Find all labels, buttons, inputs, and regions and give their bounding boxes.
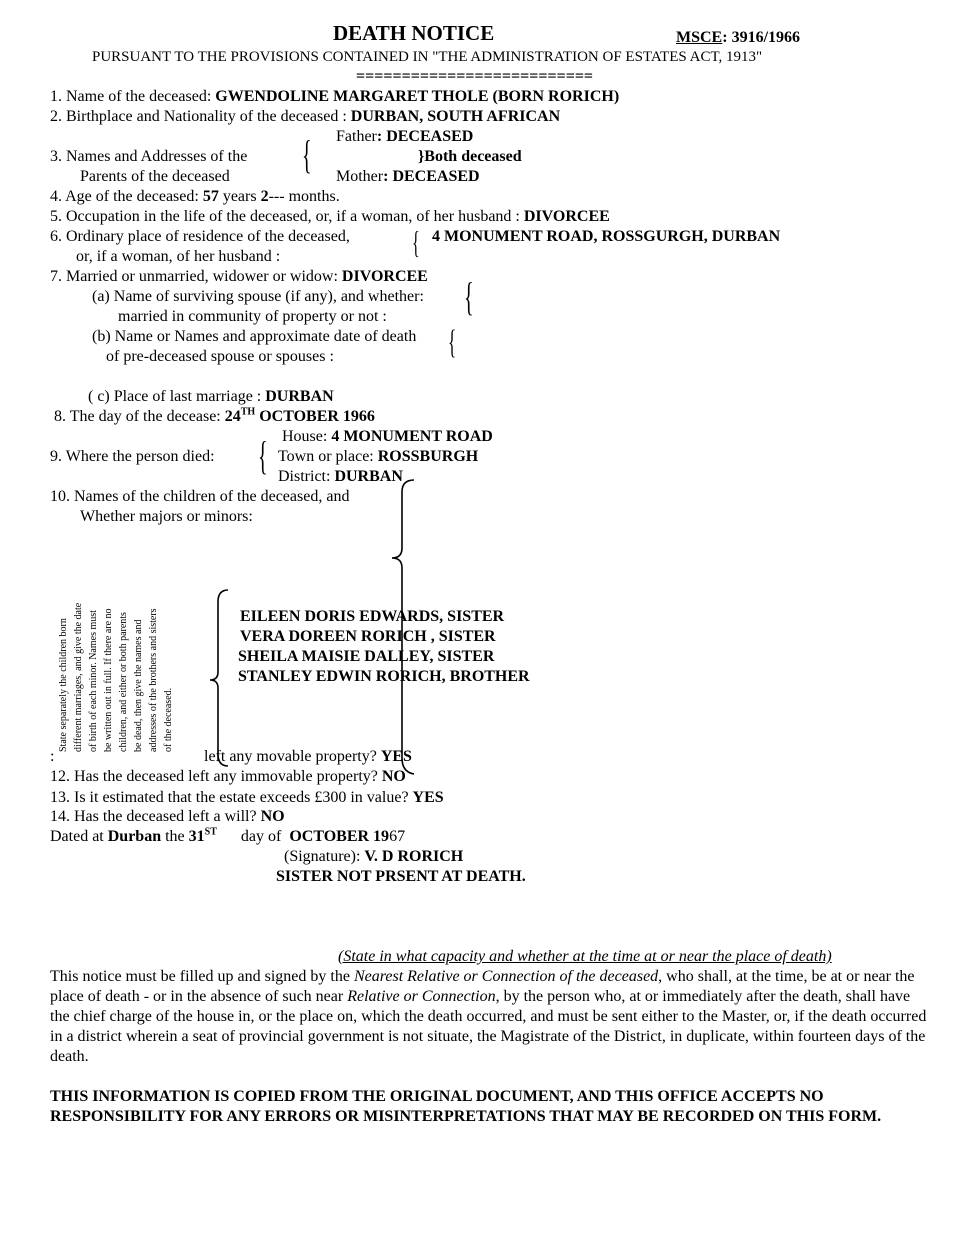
- item-6-label-a: 6. Ordinary place of residence of the deceased,: [50, 228, 350, 245]
- father-value: : DECEASED: [376, 128, 474, 145]
- item-5-row: [50, 207, 610, 227]
- item-14-label: 14. Has the deceased left a will?: [50, 808, 261, 825]
- note-line: be written out in full. If there are no: [103, 608, 114, 752]
- child-entry: SHEILA MAISIE DALLEY, SISTER: [238, 648, 495, 665]
- dated-the: the: [161, 828, 189, 845]
- note-line: State separately the children born: [58, 618, 69, 752]
- dated-dayof: day of: [216, 828, 286, 845]
- item-1-row: [50, 87, 619, 107]
- brace-icon: {: [448, 324, 457, 361]
- capacity-note: (State in what capacity and whether at the time at or near the place of death): [338, 948, 832, 965]
- item-3-father: [336, 127, 473, 147]
- header-rule: ==========================: [356, 68, 594, 85]
- child-entry: VERA DOREEN RORICH , SISTER: [240, 628, 496, 645]
- item-2-value: DURBAN, SOUTH AFRICAN: [350, 108, 561, 125]
- item-11-label: left any movable property?: [204, 748, 381, 765]
- disclaimer: THIS INFORMATION IS COPIED FROM THE ORIGINAL DOCUMENT, AND THIS OFFICE ACCEPTS NO RESPONSIBILITY FOR ANY ERRORS OR MISINTERPRETATIONS THAT MAY BE RECORDED ON THIS FORM.: [50, 1088, 882, 1125]
- item-12-label: 12. Has the deceased left any immovable property?: [50, 768, 382, 785]
- item-7c-value: DURBAN: [265, 388, 334, 405]
- item-3-label-a: 3. Names and Addresses of the: [50, 148, 248, 165]
- dated-row: [50, 827, 405, 847]
- paragraph-text: This notice must be filled up and signed by the: [50, 968, 354, 985]
- item-13-row: [50, 788, 444, 808]
- item-3-label-b: Parents of the deceased: [80, 168, 230, 185]
- child-entry: EILEEN DORIS EDWARDS, SISTER: [240, 608, 505, 625]
- town-value: ROSSBURGH: [377, 448, 479, 465]
- decease-day: 24: [224, 408, 241, 425]
- dated-year-tail: 67: [389, 828, 406, 845]
- item-11-value: YES: [380, 748, 412, 765]
- item-7c-label: ( c) Place of last marriage :: [88, 388, 266, 405]
- dated-day: 31: [188, 828, 205, 845]
- item-11-prefix: :: [50, 748, 55, 765]
- item-4-label: 4. Age of the deceased:: [50, 188, 203, 205]
- paragraph-text: , who shall, at the time, be at or near the place of death - or in the absence of such near: [50, 968, 915, 1005]
- paragraph-text: , by the person who, at or immediately after the death, shall have the chief charge of the house in, or the place on, which the death occurred, and must be sent either to the Master, or, if the death occurred in a district wherein a seat of provincial government is not situate, the Magistrate of the District, in duplicate, within fourteen days of the death.: [50, 988, 927, 1065]
- msce-label: MSCE: [676, 29, 723, 46]
- item-1-label: 1. Name of the deceased:: [50, 88, 216, 105]
- note-line: be dead, then give the names and: [133, 619, 144, 752]
- item-4-row: [50, 187, 340, 207]
- months-word: --- months.: [268, 188, 340, 205]
- age-years: 57: [202, 188, 219, 205]
- item-2-label: 2. Birthplace and Nationality of the deceased :: [50, 108, 351, 125]
- dated-day-suffix: ST: [204, 826, 217, 838]
- years-word: years: [218, 188, 261, 205]
- signatory-capacity: SISTER NOT PRSENT AT DEATH.: [276, 868, 526, 885]
- note-line: addresses of the brothers and sisters: [148, 608, 159, 752]
- item-6-value: 4 MONUMENT ROAD, ROSSGURGH, DURBAN: [432, 228, 781, 245]
- vertical-instruction-note: [58, 570, 193, 752]
- item-10-label-b: Whether majors or minors:: [80, 508, 253, 525]
- signature-row: [284, 847, 463, 867]
- msce-reference: [676, 28, 800, 48]
- item-6-label-b: or, if a woman, of her husband :: [76, 248, 281, 265]
- msce-value: : 3916/1966: [722, 29, 801, 46]
- item-5-label: 5. Occupation in the life of the deceased, or, if a woman, of her husband :: [50, 208, 524, 225]
- note-line: children, and either or both parents: [118, 612, 129, 752]
- brace-icon: {: [302, 132, 312, 177]
- item-7a-label-a: (a) Name of surviving spouse (if any), and whether:: [92, 288, 424, 305]
- item-7b-label-b: of pre-deceased spouse or spouses :: [106, 348, 334, 365]
- item-12-value: NO: [381, 768, 406, 785]
- brace-icon: {: [464, 274, 474, 319]
- note-line: of the deceased.: [163, 687, 174, 752]
- item-10-label-a: 10. Names of the children of the deceased, and: [50, 488, 350, 505]
- item-7b-label-a: (b) Name or Names and approximate date of death: [92, 328, 417, 345]
- brace-icon: {: [412, 224, 420, 260]
- brace-icon: {: [258, 433, 268, 478]
- item-13-value: YES: [412, 789, 444, 806]
- item-2-row: [50, 107, 560, 127]
- house-label: House:: [282, 428, 332, 445]
- item-5-value: DIVORCEE: [523, 208, 610, 225]
- child-entry: STANLEY EDWIN RORICH, BROTHER: [238, 668, 530, 685]
- decease-day-suffix: TH: [240, 406, 256, 418]
- paragraph-italic: Nearest Relative or Connection of the deceased: [353, 968, 659, 985]
- item-7a-label-b: married in community of property or not :: [118, 308, 387, 325]
- town-label: Town or place:: [278, 448, 378, 465]
- paragraph-italic: Relative or Connection: [347, 988, 496, 1005]
- dated-prefix: Dated at: [50, 828, 108, 845]
- item-3-mother: [336, 167, 480, 187]
- decease-month-year: OCTOBER 1966: [255, 408, 375, 425]
- document-subtitle: PURSUANT TO THE PROVISIONS CONTAINED IN "THE ADMINISTRATION OF ESTATES ACT, 1913": [92, 49, 763, 65]
- item-9-label: 9. Where the person died:: [50, 448, 215, 465]
- note-line: different marriages, and give the date: [73, 602, 84, 752]
- both-deceased-note: }Both deceased: [418, 148, 522, 165]
- item-8-label: 8. The day of the decease:: [54, 408, 225, 425]
- father-label: Father: [336, 128, 377, 145]
- item-7-row: [50, 267, 428, 287]
- item-14-value: NO: [260, 808, 285, 825]
- dated-place: Durban: [107, 828, 162, 845]
- children-brace-icon: [204, 588, 234, 768]
- item-7c-row: [88, 387, 334, 407]
- item-7-label: 7. Married or unmarried, widower or widow:: [50, 268, 342, 285]
- mother-label: Mother: [336, 168, 384, 185]
- signature-label: (Signature):: [284, 848, 365, 865]
- item-14-row: [50, 807, 285, 827]
- dated-month: OCTOBER 19: [285, 828, 390, 845]
- document-title: DEATH NOTICE: [333, 21, 495, 45]
- district-value: DURBAN: [334, 468, 403, 485]
- item-8-row: [54, 407, 375, 427]
- item-11-row: [204, 747, 412, 767]
- district-label: District:: [278, 468, 335, 485]
- item-7-value: DIVORCEE: [341, 268, 428, 285]
- instructions-paragraph: [50, 967, 930, 1067]
- signature-value: V. D RORICH: [364, 848, 464, 865]
- item-9-house: [282, 427, 493, 447]
- mother-value: : DECEASED: [383, 168, 480, 185]
- note-line: of birth of each minor. Names must: [88, 610, 99, 752]
- item-9-town: [278, 447, 478, 467]
- item-13-label: 13. Is it estimated that the estate exceeds £300 in value?: [50, 789, 413, 806]
- item-12-row: [50, 767, 406, 787]
- item-1-value: GWENDOLINE MARGARET THOLE (BORN RORICH): [215, 88, 620, 105]
- house-value: 4 MONUMENT ROAD: [331, 428, 493, 445]
- age-months: 2: [260, 188, 269, 205]
